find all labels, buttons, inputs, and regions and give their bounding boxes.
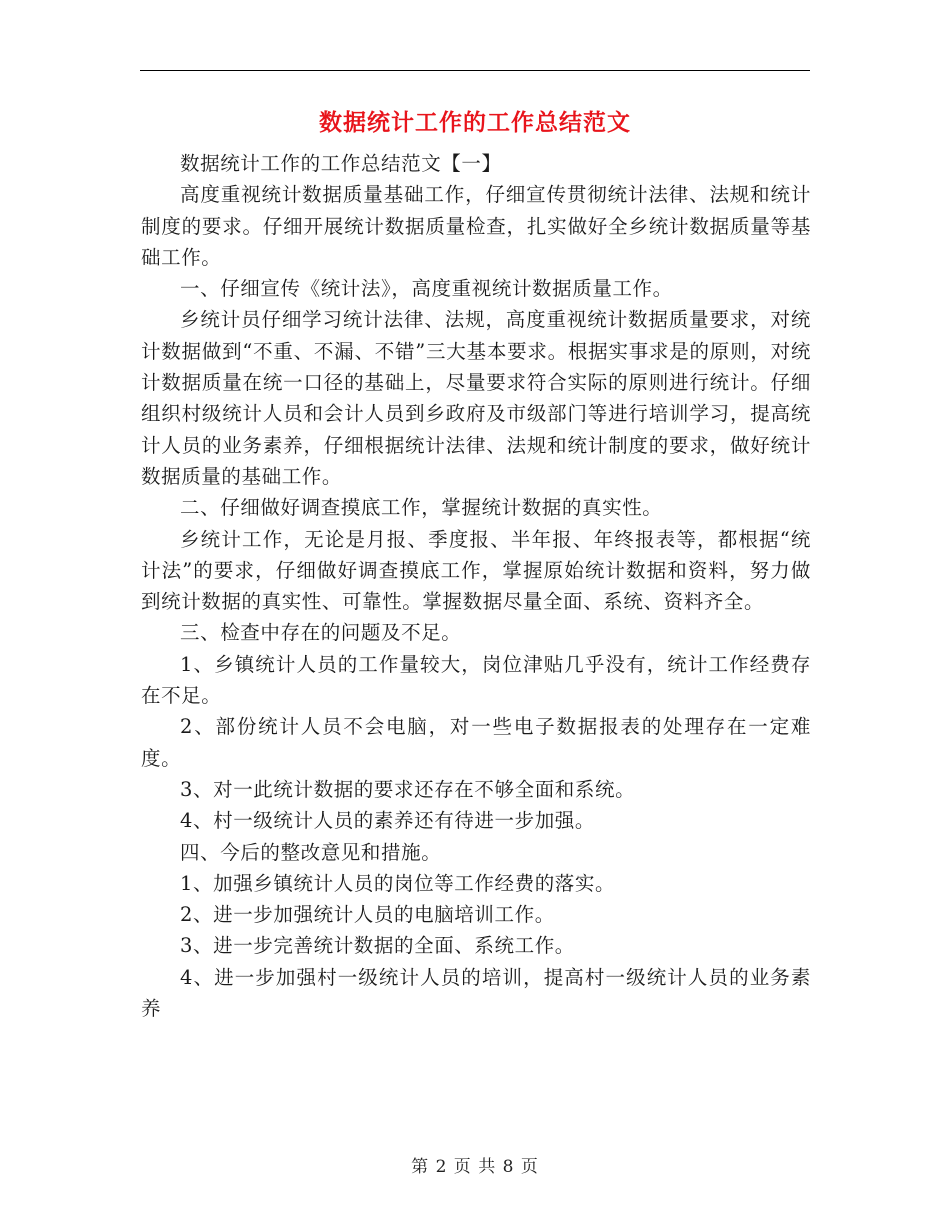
list-item: 4、村一级统计人员的素养还有待进一步加强。 — [180, 809, 596, 833]
paragraph: 乡统计工作，无论是月报、季度报、半年报、年终报表等，都根据“统计法”的要求，仔细做好调查摸底工作，掌握原始统计数据和资料，努力做到统计数据的真实性、可靠性。掌握数据尽量全面、系统、资料齐全。 — [141, 527, 811, 614]
section-heading: 三、检查中存在的问题及不足。 — [180, 621, 462, 645]
paragraph: 乡统计员仔细学习统计法律、法规，高度重视统计数据质量要求，对统计数据做到“不重、不漏、不错”三大基本要求。根据实事求是的原则，对统计数据质量在统一口径的基础上，尽量要求符合实际的原则进行统计。仔细组织村级统计人员和会计人员到乡政府及市级部门等进行培训学习，提高统计人员的业务素养，仔细根据统计法律、法规和统计制度的要求，做好统计数据质量的基础工作。 — [141, 308, 811, 488]
list-item: 4、进一步加强村一级统计人员的培训，提高村一级统计人员的业务素养 — [141, 965, 811, 1021]
header-rule — [140, 70, 810, 71]
list-item: 1、乡镇统计人员的工作量较大，岗位津贴几乎没有，统计工作经费存在不足。 — [141, 652, 811, 708]
section-heading: 四、今后的整改意见和措施。 — [180, 840, 442, 864]
page-number-label: 第 2 页 共 8 页 — [411, 1157, 539, 1177]
list-item: 3、对一此统计数据的要求还存在不够全面和系统。 — [180, 777, 636, 801]
section-heading: 数据统计工作的工作总结范文【一】 — [180, 152, 502, 175]
section-heading: 一、仔细宣传《统计法》，高度重视统计数据质量工作。 — [180, 277, 673, 301]
paragraph: 高度重视统计数据质量基础工作，仔细宣传贯彻统计法律、法规和统计制度的要求。仔细开展统计数据质量检查，扎实做好全乡统计数据质量等基础工作。 — [141, 183, 811, 269]
section-heading: 二、仔细做好调查摸底工作，掌握统计数据的真实性。 — [180, 496, 663, 520]
document-body — [141, 148, 811, 1024]
list-item: 2、进一步加强统计人员的电脑培训工作。 — [180, 903, 555, 927]
list-item: 2、部份统计人员不会电脑，对一些电子数据报表的处理存在一定难度。 — [141, 715, 811, 770]
list-item: 3、进一步完善统计数据的全面、系统工作。 — [180, 934, 575, 958]
document-title: 数据统计工作的工作总结范文 — [319, 109, 631, 136]
page-footer — [0, 1152, 950, 1177]
list-item: 1、加强乡镇统计人员的岗位等工作经费的落实。 — [180, 871, 616, 895]
